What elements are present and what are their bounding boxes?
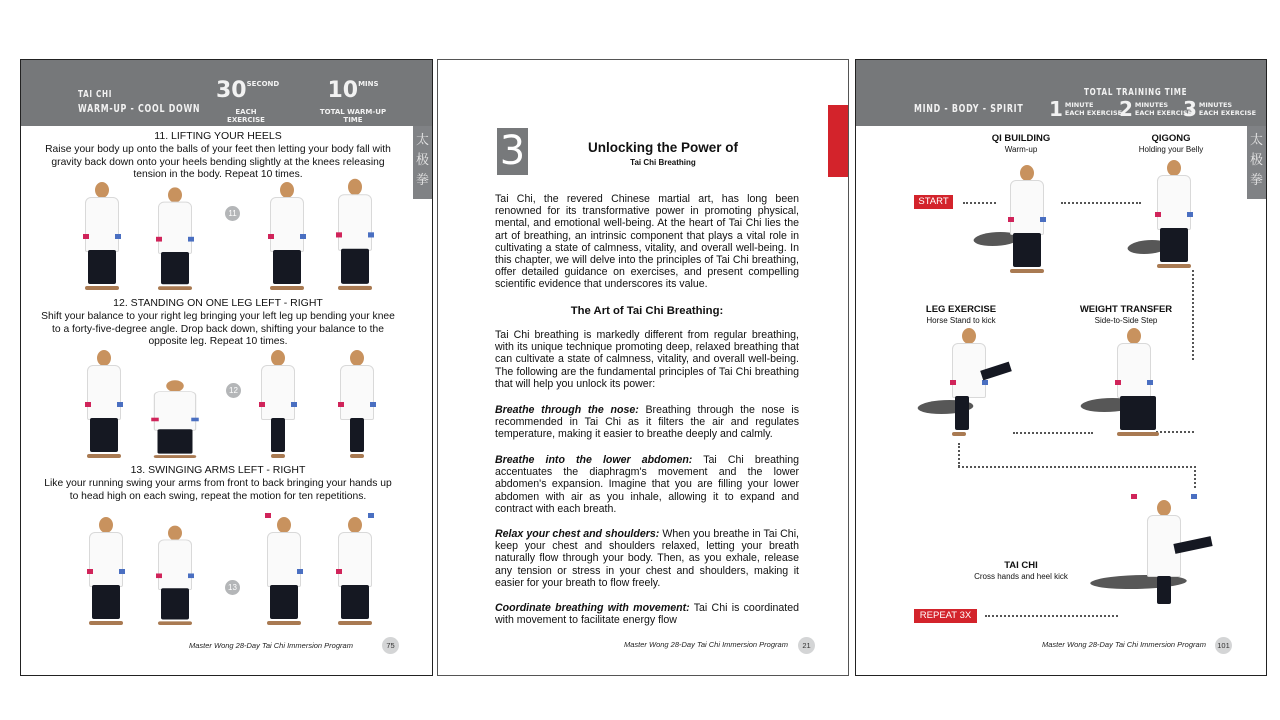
exercise-title: 11. LIFTING YOUR HEELS [154, 130, 282, 142]
stat-total-time: $10^{MINS}$ TOTAL WARM-UP TIME [319, 78, 387, 124]
chapter-red-tab [828, 105, 848, 177]
figure-illustration [261, 517, 307, 625]
repeat-label: REPEAT 3X [914, 609, 977, 623]
flow-connector [1192, 270, 1194, 360]
section-heading: The Art of Tai Chi Breathing: [570, 305, 724, 317]
exercise-description: Shift your balance to your right leg bringing your left leg up bending your knee to a forty-five-degree angle. Drop back down, shifting your balance to the opposite leg. Repeat 10 times. [41, 311, 395, 347]
figure-illustration [146, 380, 204, 458]
exercise-description: Like your running swing your arms from front to back bringing your hands up to head high on each swing, repeat the motion for ten repetitions. [44, 478, 392, 502]
principle-paragraph: Breathe through the nose: Breathing through the nose is recommended in Tai Chi as it filters the air and regulates temperature, making it easier to breathe deeply and calmly. [495, 404, 799, 441]
flow-connector [1013, 432, 1093, 434]
step-title: QI BUILDING [991, 133, 1051, 144]
page-tai-chi-breathing [437, 59, 849, 676]
flow-connector [1194, 466, 1196, 488]
time-option-3: 3 MINUTES EACH EXERCISE [1183, 97, 1257, 121]
page-number: 75 [382, 637, 399, 654]
figure-illustration [334, 350, 380, 458]
figure-illustration [81, 350, 127, 458]
figure-illustration [152, 526, 198, 625]
step-subtitle: Holding your Belly [1138, 145, 1204, 154]
figure-illustration [332, 179, 378, 290]
section-intro-paragraph: Tai Chi breathing is markedly different from regular breathing, with its unique technique promoting deep, relaxed breathing that can cultivate a state of calmness, vitality, and overall well-being. The following are the fundamental principles of Tai Chi breathing that will help you unlock its power: [495, 329, 799, 390]
figure-illustration [1111, 328, 1157, 436]
total-training-time-label: TOTAL TRAINING TIME [1084, 87, 1188, 98]
header-band [856, 60, 1266, 126]
header-title: TAI CHI [78, 89, 113, 100]
flow-connector [958, 443, 960, 467]
principle-paragraph: Relax your chest and shoulders: When you breathe in Tai Chi, keep your chest and shoulders relaxed, letting your breath naturally flow through your body. Then, as you exhale, release any tension or stress in your chest and shoulders, making it easier for your breath to flow freely. [495, 528, 799, 589]
footer-text: Master Wong 28-Day Tai Chi Immersion Program [624, 640, 788, 649]
exercise-12 [21, 297, 415, 349]
exercise-number-badge: 13 [225, 580, 240, 595]
principle-paragraph: Breathe into the lower abdomen: Tai Chi breathing accentuates the diaphragm's movement and the lower abdomen's expansion. Imagine that you are filling your lower abdomen with air as you inhale, allowing it to expand and contract with each breath. [495, 454, 799, 515]
chinese-side-tab: 太 极 拳 [1247, 126, 1266, 199]
figure-illustration [1141, 500, 1187, 608]
exercise-12-figures [21, 348, 415, 458]
exercise-13 [21, 464, 415, 503]
figure-illustration [946, 328, 992, 436]
page-number: 101 [1215, 637, 1232, 654]
step-subtitle: Warm-up [1004, 145, 1038, 154]
intro-paragraph: Tai Chi, the revered Chinese martial art, has long been renowned for its transformative power in promoting physical, mental, and emotional well-being. At the heart of Tai Chi lies the art of breathing, an intrinsic component that plays a vital role in cultivating a state of calmness, vitality, and overall well-being. In this chapter, we will delve into the principles of Tai Chi breathing, offer detailed guidance on exercises, and present compelling scientific evidence that underscores its value. [495, 193, 799, 291]
figure-illustration [83, 517, 129, 625]
exercise-11-figures [21, 180, 415, 290]
flow-connector [985, 615, 1118, 617]
exercise-description: Raise your body up onto the balls of your feet then letting your body fall with gravity back down onto your heels bending slightly at the knees releasing tension in the body. Repeat 10 times. [45, 144, 391, 180]
page-warmup-cooldown [20, 59, 433, 676]
figure-illustration [255, 350, 301, 458]
chapter-title: Unlocking the Power of [587, 140, 738, 155]
step-title: QIGONG [1151, 133, 1191, 144]
step-title: TAI CHI [1004, 560, 1038, 571]
exercise-number-badge: 11 [225, 206, 240, 221]
footer-text: Master Wong 28-Day Tai Chi Immersion Program [189, 641, 353, 650]
header-tagline: MIND - BODY - SPIRIT [914, 102, 1024, 115]
flow-connector [1156, 431, 1194, 433]
flow-connector [1061, 202, 1141, 204]
exercise-11 [21, 130, 415, 182]
figure-illustration [79, 182, 125, 290]
exercise-number-badge: 12 [226, 383, 241, 398]
flow-connector [958, 466, 1196, 468]
footer-text: Master Wong 28-Day Tai Chi Immersion Program [1042, 640, 1206, 649]
header-band [21, 60, 432, 126]
exercise-title: 13. SWINGING ARMS LEFT - RIGHT [130, 464, 306, 476]
flow-connector [963, 202, 996, 204]
chapter-subtitle: Tai Chi Breathing [630, 158, 696, 167]
figure-illustration [264, 182, 310, 290]
figure-illustration [1151, 160, 1197, 268]
start-label: START [914, 195, 953, 209]
step-subtitle: Horse Stand to kick [926, 316, 996, 325]
step-subtitle: Cross hands and heel kick [974, 572, 1068, 581]
figure-illustration [1004, 165, 1050, 273]
exercise-title: 12. STANDING ON ONE LEG LEFT - RIGHT [113, 297, 323, 309]
time-option-2: 2 MINUTES EACH EXERCISE [1119, 97, 1193, 121]
figure-illustration [332, 517, 378, 625]
time-option-1: 1 MINUTE EACH EXERCISE [1049, 97, 1123, 121]
exercise-13-figures [21, 515, 415, 625]
step-title: WEIGHT TRANSFER [1079, 304, 1173, 315]
chinese-side-tab: 太 极 拳 [413, 126, 432, 199]
figure-illustration [152, 187, 198, 290]
page-number: 21 [798, 637, 815, 654]
stat-each-exercise: $30^{SECOND}$ EACH EXERCISE [216, 78, 280, 124]
step-title: LEG EXERCISE [925, 304, 997, 315]
principle-paragraph: Coordinate breathing with movement: Tai Chi is coordinated with movement to facilitate energy flow [495, 602, 799, 627]
header-subtitle: WARM-UP - COOL DOWN [78, 102, 201, 115]
step-subtitle: Side-to-Side Step [1094, 316, 1158, 325]
chapter-number: 3 [497, 128, 528, 175]
page-training-flow [855, 59, 1267, 676]
